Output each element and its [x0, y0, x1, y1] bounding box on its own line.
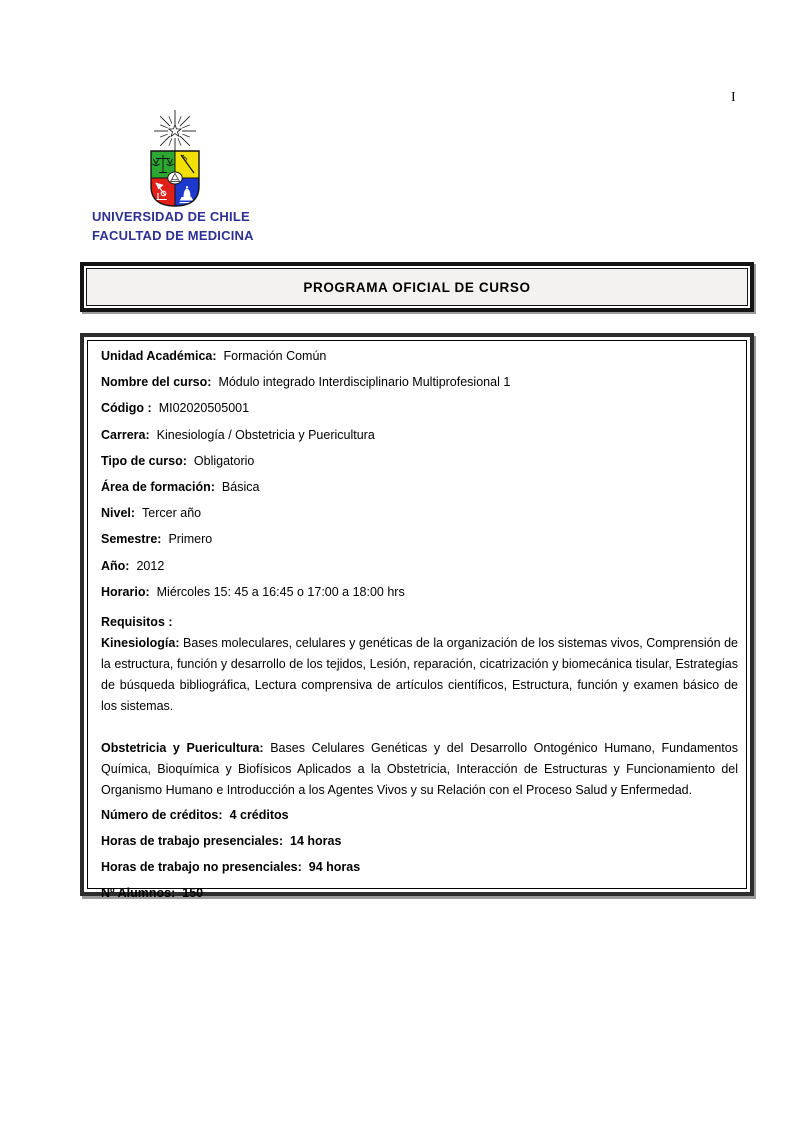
requisitos-heading: Requisitos :	[101, 614, 173, 629]
field-value: Obligatorio	[193, 453, 255, 468]
field-semestre	[101, 533, 738, 546]
requisitos-kinesiologia	[101, 633, 738, 717]
document-title: PROGRAMA OFICIAL DE CURSO	[303, 279, 531, 295]
field-value: 2012	[136, 558, 165, 573]
course-totals	[101, 809, 738, 901]
field-label: Unidad Académica:	[101, 349, 217, 363]
field-value: Kinesiología / Obstetricia y Puericultura	[156, 427, 375, 442]
field-value: Primero	[168, 532, 213, 547]
universidad-de-chile-crest-icon	[147, 109, 203, 209]
field-value: 150	[182, 886, 204, 901]
requisito-text: Bases Celulares Genéticas y del Desarrollo Ontogénico Humano, Fundamentos Química, Bioquímica y Biofísicos Aplicados a la Obstetricia, Interacción de Estructuras y Funcionamiento del Organismo Humano e Introducción a los Agentes Vivos y su Relación con el Proceso Salud y Enfermedad.	[101, 740, 738, 797]
requisitos-obstetricia	[101, 738, 738, 801]
field-horas-presenciales	[101, 835, 738, 848]
field-label: Carrera:	[101, 427, 150, 442]
star-icon	[169, 125, 181, 137]
title-banner	[80, 262, 754, 312]
field-label: Área de formación:	[101, 479, 215, 494]
field-value: 94 horas	[308, 860, 361, 875]
field-label: Horas de trabajo no presenciales:	[101, 860, 302, 875]
field-value: Básica	[221, 479, 260, 494]
field-area-de-formacion	[101, 481, 738, 494]
university-name: UNIVERSIDAD DE CHILE	[92, 209, 250, 224]
requisito-text: Bases moleculares, celulares y genéticas de la organización de los sistemas vivos, Comprensión de la estructura, función y desarrollo de los tejidos, Lesión, reparación, cicatrización y biomecánica tisular, Estrategias de búsqueda bibliográfica, Lectura comprensiva de artículos científicos, Estructura, función y examen básico de los sistemas.	[101, 635, 738, 713]
center-emblem-icon	[168, 172, 182, 184]
requisito-label: Kinesiología:	[101, 635, 180, 650]
field-value: Formación Común	[223, 349, 327, 363]
field-tipo-de-curso	[101, 455, 738, 468]
field-label: Horario:	[101, 584, 150, 599]
field-numero-alumnos	[101, 887, 738, 900]
field-label: Código :	[101, 401, 152, 416]
field-label: Nombre del curso:	[101, 375, 212, 390]
organization-block	[92, 207, 254, 245]
field-value: Módulo integrado Interdisciplinario Multiprofesional 1	[218, 375, 511, 390]
field-value: 14 horas	[290, 834, 342, 849]
field-value: Miércoles 15: 45 a 16:45 o 17:00 a 18:00 hrs	[156, 584, 405, 599]
field-codigo	[101, 402, 738, 415]
field-numero-de-creditos	[101, 809, 738, 822]
faculty-name: FACULTAD DE MEDICINA	[92, 228, 254, 243]
field-label: Tipo de curso:	[101, 453, 187, 468]
field-horario	[101, 586, 738, 599]
field-carrera	[101, 429, 738, 442]
title-banner-inner	[86, 268, 748, 306]
field-unidad-academica	[101, 350, 738, 363]
field-value: 4 créditos	[229, 807, 289, 822]
course-info-box	[80, 333, 754, 901]
field-value: Tercer año	[142, 506, 202, 521]
field-label: Número de créditos:	[101, 807, 223, 822]
field-nombre-del-curso	[101, 376, 738, 389]
field-label: Año:	[101, 558, 130, 573]
field-horas-no-presenciales	[101, 861, 738, 874]
requisito-label: Obstetricia y Puericultura:	[101, 740, 264, 755]
field-ano	[101, 560, 738, 573]
course-info-inner	[87, 340, 747, 901]
field-label: Nivel:	[101, 506, 136, 521]
field-label: Semestre:	[101, 532, 162, 547]
field-label: Nº Alumnos:	[101, 886, 176, 901]
field-nivel	[101, 507, 738, 520]
field-label: Horas de trabajo presenciales:	[101, 834, 284, 849]
page-number: I	[731, 90, 736, 105]
field-value: MI02020505001	[158, 401, 250, 416]
